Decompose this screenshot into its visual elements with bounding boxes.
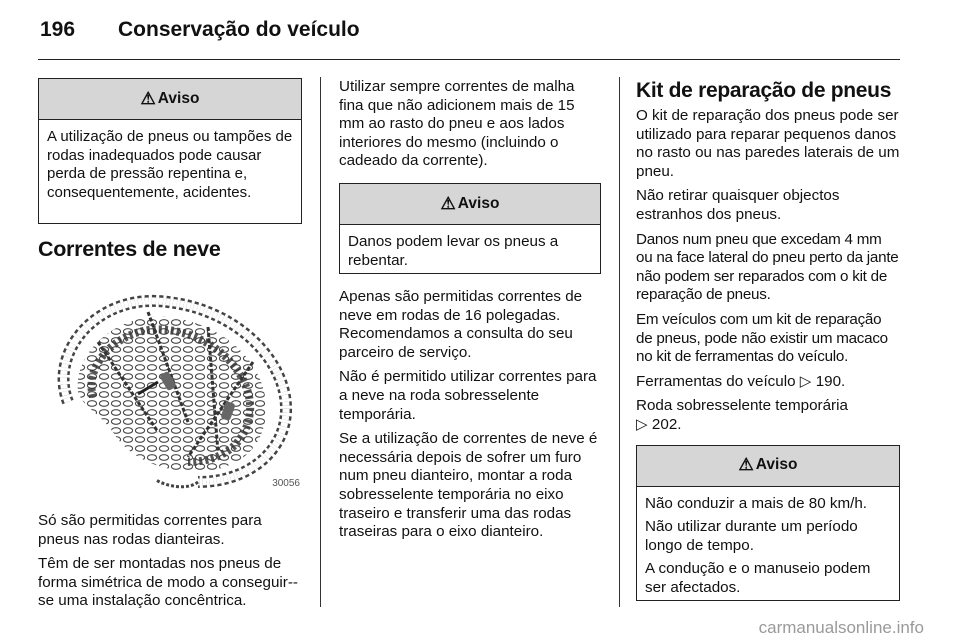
paragraph: Utilizar sempre correntes de malha fina que não adicionem mais de 15 mm ao rasto do pneu e aos lados interiores do mesmo (incluindo o cadeado da corrente). [339,78,575,170]
watermark: carmanualsonline.info [758,618,924,637]
warning-title: Aviso [157,89,200,107]
warning-text: Danos podem levar os pneus a rebentar. [348,232,559,269]
section-heading-snow-chains: Correntes de neve [38,237,221,261]
figure-number: 30056 [272,478,300,490]
warning-body [39,120,301,214]
paragraph: Em veículos com um kit de reparação de pneus, pode não existir um macaco no kit de ferramentas do veículo. [636,310,888,366]
warning-body [340,225,600,282]
cross-reference-tools: Ferramentas do veículo ▷ 190. [636,372,846,390]
snow-chain-illustration [38,282,302,496]
warning-item: Não utilizar durante um período longo de tempo. [645,518,858,554]
chapter-title: Conservação do veículo [118,18,360,41]
paragraph: Não retirar quaisquer objectos estranhos dos pneus. [636,187,840,223]
paragraph: O kit de reparação dos pneus pode ser utilizado para reparar pequenos danos no rasto ou nas paredes laterais de um pneu. [636,107,900,180]
paragraph: Se a utilização de correntes de neve é necessária depois de sofrer um furo num pneu dianteiro, montar a roda sobresselente temporária no eixo traseiro e transferir uma das rodas traseiras para o eixo dianteiro. [339,430,598,541]
column-3 [636,78,900,601]
warning-header [39,79,301,120]
header-rule [38,59,900,60]
warning-icon: ⚠ [440,193,456,213]
warning-item: A condução e o manuseio podem ser afectados. [645,560,871,596]
warning-box [339,183,601,274]
paragraph: Têm de ser montadas nos pneus de forma simétrica de modo a conseguir--se uma instalação concêntrica. [38,555,298,610]
paragraph: Danos num pneu que excedam 4 mm ou na face lateral do pneu perto da jante não podem ser reparados com o kit de reparação de pneus. [636,230,899,304]
warning-icon: ⚠ [140,88,156,108]
page-header [40,18,360,50]
page-number: 196 [40,18,76,41]
paragraph: Não é permitido utilizar correntes para a neve na roda sobresselente temporária. [339,368,597,423]
warning-header [637,446,899,487]
paragraph: Só são permitidas correntes para pneus nas rodas dianteiras. [38,512,262,548]
warning-body [637,487,899,610]
page-reference-arrow-icon: ▷ [799,372,812,390]
column-divider-2 [619,77,620,607]
paragraph: Apenas são permitidas correntes de neve em rodas de 16 polegadas. Recomendamos a consulta do seu parceiro de serviço. [339,287,583,361]
warning-header [340,184,600,225]
warning-text: A utilização de pneus ou tampões de rodas inadequados pode causar perda de pressão repentina e, consequentemente, acidentes. [47,128,293,201]
warning-item: Não conduzir a mais de 80 km/h. [645,494,868,512]
column-2 [339,78,601,548]
warning-title: Aviso [457,194,500,212]
warning-title: Aviso [755,456,798,474]
snow-chain-figure [38,282,302,496]
column-1 [38,78,302,617]
cross-reference-spare-wheel: Roda sobresselente temporária ▷ 202. [636,397,848,433]
column-divider-1 [320,77,321,607]
warning-box [38,78,302,224]
warning-box [636,445,900,601]
page-reference-arrow-icon: ▷ [636,415,648,433]
section-heading-tyre-repair-kit: Kit de reparação de pneus [636,79,892,102]
warning-icon: ⚠ [738,455,754,475]
